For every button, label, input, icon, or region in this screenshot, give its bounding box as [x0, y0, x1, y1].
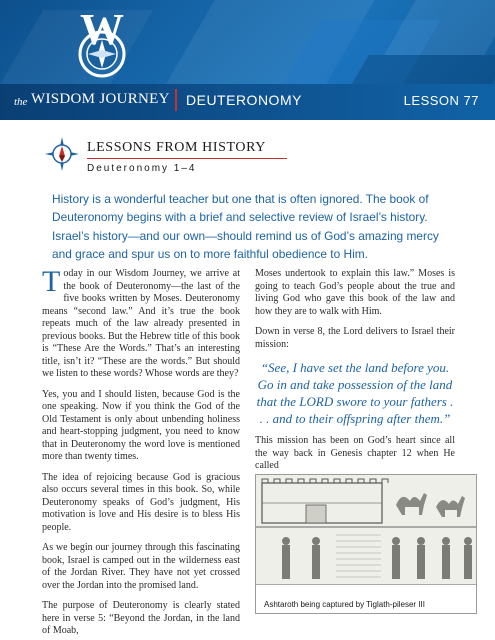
article-paragraph: The idea of rejoicing because God is gracious also occurs several times in this book. So, while Deuteronomy speaks of God’s judgment, His motivation is love and His desire is to bless His people. — [42, 471, 240, 533]
title-divider — [175, 89, 177, 111]
assyrian-relief-image — [256, 475, 477, 614]
section-rule — [87, 158, 287, 159]
banner-decoration — [384, 0, 495, 55]
compass-icon — [44, 136, 80, 172]
left-column — [42, 265, 240, 640]
article-paragraph: As we begin our journey through this fascinating book, Israel is camped out in the wilderness east of the Jordan River. They have not yet crossed over the Jordan into the promised land. — [42, 542, 240, 591]
scripture-reference: Deuteronomy 1–4 — [87, 163, 197, 174]
article-paragraph: Down in verse 8, the Lord delivers to Israel their mission: — [255, 326, 455, 350]
article-paragraph — [42, 265, 240, 381]
scripture-quote: “See, I have set the land before you. Go in and take possession of the land that the LORD swore to your fathers . . . and to their offspring after them.” — [256, 360, 454, 426]
logo-letter: W — [80, 10, 124, 54]
banner-decoration — [351, 55, 495, 85]
series-title: WISDOM JOURNEY — [31, 91, 170, 107]
lesson-number: LESSON 77 — [403, 93, 479, 108]
book-title: DEUTERONOMY — [186, 92, 302, 108]
article-paragraph: This mission has been on God’s heart since all the way back in Genesis chapter 12 when He called — [255, 435, 455, 471]
article-paragraph: The purpose of Deuteronomy is clearly stated here in verse 5: “Beyond the Jordan, in the land of Moab, — [42, 600, 240, 636]
relief-illustration — [255, 474, 477, 614]
paragraph-text: oday in our Wisdom Journey, we arrive at the book of Deuteronomy—the last of the five books written by Moses. Deuteronomy means “second law.” And it’s true the book repeats much of the law already presented in previous books. But the Hebrew title of this book is “These Are the Words.” That’s an interesting title, isn’t it? “These are the words.” But should we listen to these words? Whose words are they? — [42, 268, 240, 379]
section-title: LESSONS FROM HISTORY — [87, 140, 267, 155]
figure-caption: Ashtaroth being captured by Tiglath-pileser III — [264, 600, 425, 609]
compass-logo-icon — [62, 10, 142, 90]
right-column — [255, 268, 455, 481]
article-paragraph: Yes, you and I should listen, because God is the one speaking. Now if you think the God of the Old Testament is only about unbending holiness and heart-stopping judgment, you need to know that in Deuteronomy the word love is mentioned more than twenty times. — [42, 388, 240, 462]
article-paragraph: Moses undertook to explain this law.” Moses is going to teach God’s people about the true and living God who gave this book of the law and how they are to walk with Him. — [255, 268, 455, 317]
intro-paragraph: History is a wonderful teacher but one that is often ignored. The book of Deuteronomy begins with a brief and selective review of Israel’s history. Israel’s history—and our own—should remind us of God’s amazing mercy and grace and spur us on to more faithful obedience to Him. — [52, 192, 439, 262]
drop-cap: T — [42, 265, 61, 298]
series-prefix: the — [14, 96, 28, 108]
